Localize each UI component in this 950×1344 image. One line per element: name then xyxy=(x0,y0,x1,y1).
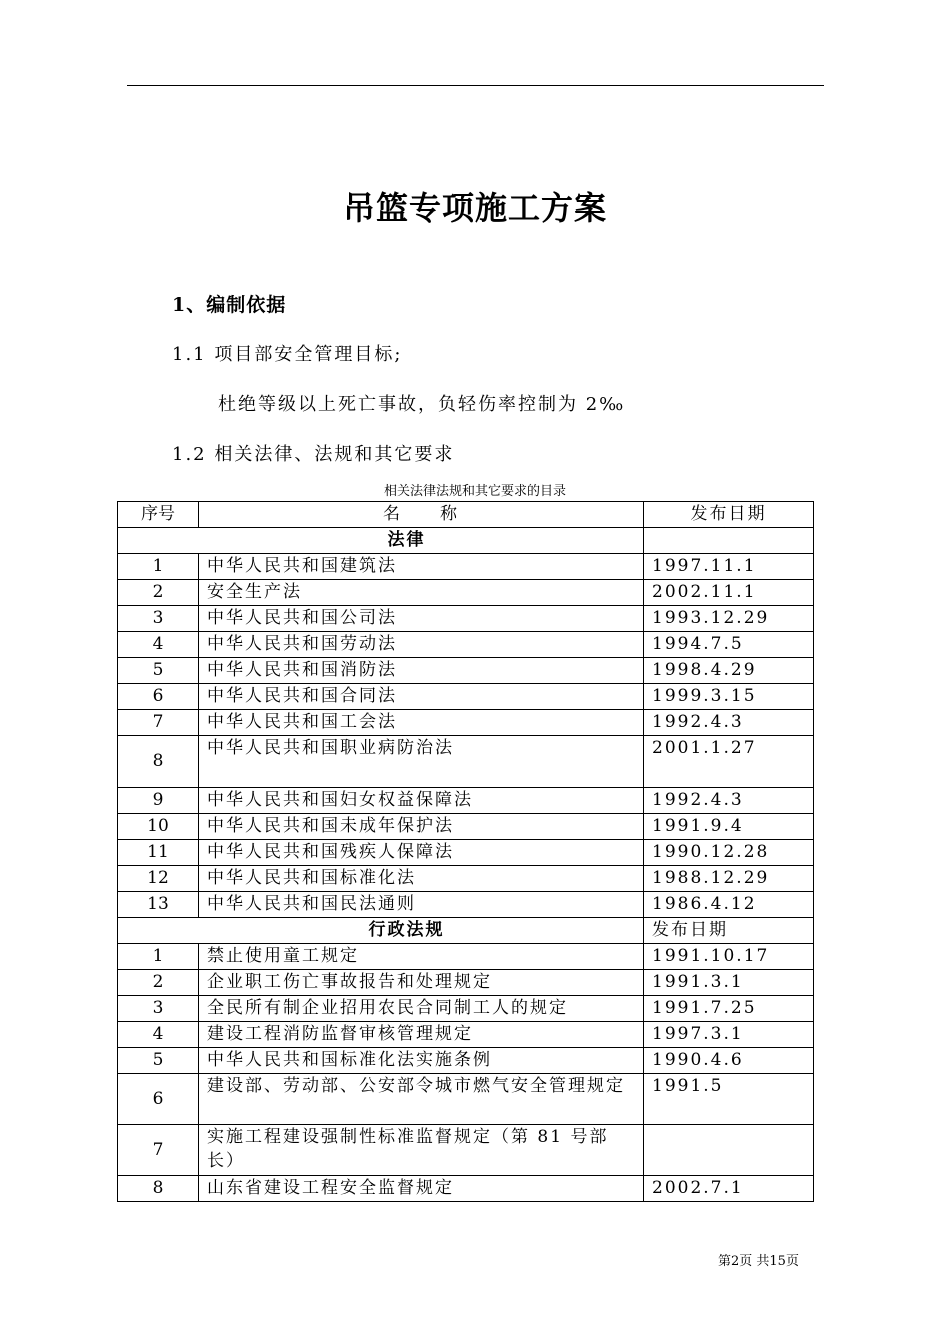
table-row xyxy=(118,606,814,632)
row-name: 中华人民共和国未成年保护法 xyxy=(199,814,644,840)
row-date: 2002.7.1 xyxy=(644,1176,814,1202)
row-name: 中华人民共和国工会法 xyxy=(199,710,644,736)
row-number: 4 xyxy=(118,1022,199,1048)
row-name: 中华人民共和国劳动法 xyxy=(199,632,644,658)
row-date xyxy=(644,1125,814,1176)
row-date: 1991.7.25 xyxy=(644,996,814,1022)
table-row xyxy=(118,1022,814,1048)
page-number: 第2页 共15页 xyxy=(718,1254,799,1269)
row-name: 全民所有制企业招用农民合同制工人的规定 xyxy=(199,996,644,1022)
row-date: 1994.7.5 xyxy=(644,632,814,658)
table-row xyxy=(118,684,814,710)
section-row-laws xyxy=(118,528,814,554)
section-label-laws: 法律 xyxy=(118,528,644,554)
row-date: 1991.10.17 xyxy=(644,944,814,970)
row-date: 1997.11.1 xyxy=(644,554,814,580)
table-row xyxy=(118,580,814,606)
table-row xyxy=(118,554,814,580)
row-number: 1 xyxy=(118,944,199,970)
row-date: 1993.12.29 xyxy=(644,606,814,632)
row-name: 实施工程建设强制性标准监督规定（第 81 号部长） xyxy=(199,1125,644,1176)
row-date: 1991.9.4 xyxy=(644,814,814,840)
header-name: 名 称 xyxy=(199,502,644,528)
table-row xyxy=(118,1125,814,1176)
section-date-label: 发布日期 xyxy=(644,918,814,944)
table-row xyxy=(118,970,814,996)
row-date: 1990.12.28 xyxy=(644,840,814,866)
row-date: 1986.4.12 xyxy=(644,892,814,918)
table-row xyxy=(118,1176,814,1202)
document-title: 吊篮专项施工方案 xyxy=(342,189,607,227)
safety-goal-text: 杜绝等级以上死亡事故，负轻伤率控制为 2‰ xyxy=(218,394,626,415)
row-number: 8 xyxy=(118,1176,199,1202)
table-row xyxy=(118,1074,814,1125)
table-row xyxy=(118,892,814,918)
row-date: 2002.11.1 xyxy=(644,580,814,606)
row-date: 1992.4.3 xyxy=(644,788,814,814)
table-row xyxy=(118,736,814,788)
row-date: 1990.4.6 xyxy=(644,1048,814,1074)
row-name: 中华人民共和国公司法 xyxy=(199,606,644,632)
row-name: 中华人民共和国职业病防治法 xyxy=(199,736,644,788)
header-date: 发布日期 xyxy=(644,502,814,528)
row-number: 2 xyxy=(118,580,199,606)
row-date: 1988.12.29 xyxy=(644,866,814,892)
row-number: 6 xyxy=(118,1074,199,1125)
row-number: 8 xyxy=(118,736,199,788)
row-name: 企业职工伤亡事故报告和处理规定 xyxy=(199,970,644,996)
row-name: 中华人民共和国标准化法 xyxy=(199,866,644,892)
row-number: 9 xyxy=(118,788,199,814)
row-name: 中华人民共和国消防法 xyxy=(199,658,644,684)
row-date: 1998.4.29 xyxy=(644,658,814,684)
row-number: 7 xyxy=(118,710,199,736)
section-label-regs: 行政法规 xyxy=(118,918,644,944)
section-date-empty xyxy=(644,528,814,554)
row-date: 1992.4.3 xyxy=(644,710,814,736)
row-number: 6 xyxy=(118,684,199,710)
table-row xyxy=(118,944,814,970)
row-date: 1997.3.1 xyxy=(644,1022,814,1048)
row-number: 11 xyxy=(118,840,199,866)
table-row xyxy=(118,1048,814,1074)
row-name: 禁止使用童工规定 xyxy=(199,944,644,970)
row-number: 2 xyxy=(118,970,199,996)
table-row xyxy=(118,840,814,866)
row-number: 5 xyxy=(118,658,199,684)
section-row-regs xyxy=(118,918,814,944)
row-name: 中华人民共和国民法通则 xyxy=(199,892,644,918)
table-row xyxy=(118,996,814,1022)
row-number: 12 xyxy=(118,866,199,892)
row-date: 1991.3.1 xyxy=(644,970,814,996)
table-row xyxy=(118,658,814,684)
subsection-1-2: 1.2 相关法律、法规和其它要求 xyxy=(172,444,455,465)
row-name: 建设工程消防监督审核管理规定 xyxy=(199,1022,644,1048)
table-caption: 相关法律法规和其它要求的目录 xyxy=(383,484,566,499)
row-name: 中华人民共和国妇女权益保障法 xyxy=(199,788,644,814)
table-row xyxy=(118,710,814,736)
row-name: 中华人民共和国标准化法实施条例 xyxy=(199,1048,644,1074)
row-name: 安全生产法 xyxy=(199,580,644,606)
row-number: 3 xyxy=(118,996,199,1022)
subsection-1-1: 1.1 项目部安全管理目标; xyxy=(172,344,403,365)
row-name: 中华人民共和国合同法 xyxy=(199,684,644,710)
table-row xyxy=(118,866,814,892)
row-number: 13 xyxy=(118,892,199,918)
table-header-row xyxy=(118,502,814,528)
row-number: 4 xyxy=(118,632,199,658)
header-rule xyxy=(127,85,824,86)
table-row xyxy=(118,814,814,840)
header-no: 序号 xyxy=(118,502,199,528)
row-number: 1 xyxy=(118,554,199,580)
row-name: 中华人民共和国建筑法 xyxy=(199,554,644,580)
section-heading: 1、编制依据 xyxy=(172,294,287,316)
row-name: 山东省建设工程安全监督规定 xyxy=(199,1176,644,1202)
row-number: 5 xyxy=(118,1048,199,1074)
row-number: 10 xyxy=(118,814,199,840)
table-row xyxy=(118,632,814,658)
row-date: 1999.3.15 xyxy=(644,684,814,710)
row-name: 中华人民共和国残疾人保障法 xyxy=(199,840,644,866)
row-date: 1991.5 xyxy=(644,1074,814,1125)
row-name: 建设部、劳动部、公安部令城市燃气安全管理规定 xyxy=(199,1074,644,1125)
laws-table xyxy=(117,501,814,1202)
row-date: 2001.1.27 xyxy=(644,736,814,788)
row-number: 7 xyxy=(118,1125,199,1176)
table-row xyxy=(118,788,814,814)
row-number: 3 xyxy=(118,606,199,632)
